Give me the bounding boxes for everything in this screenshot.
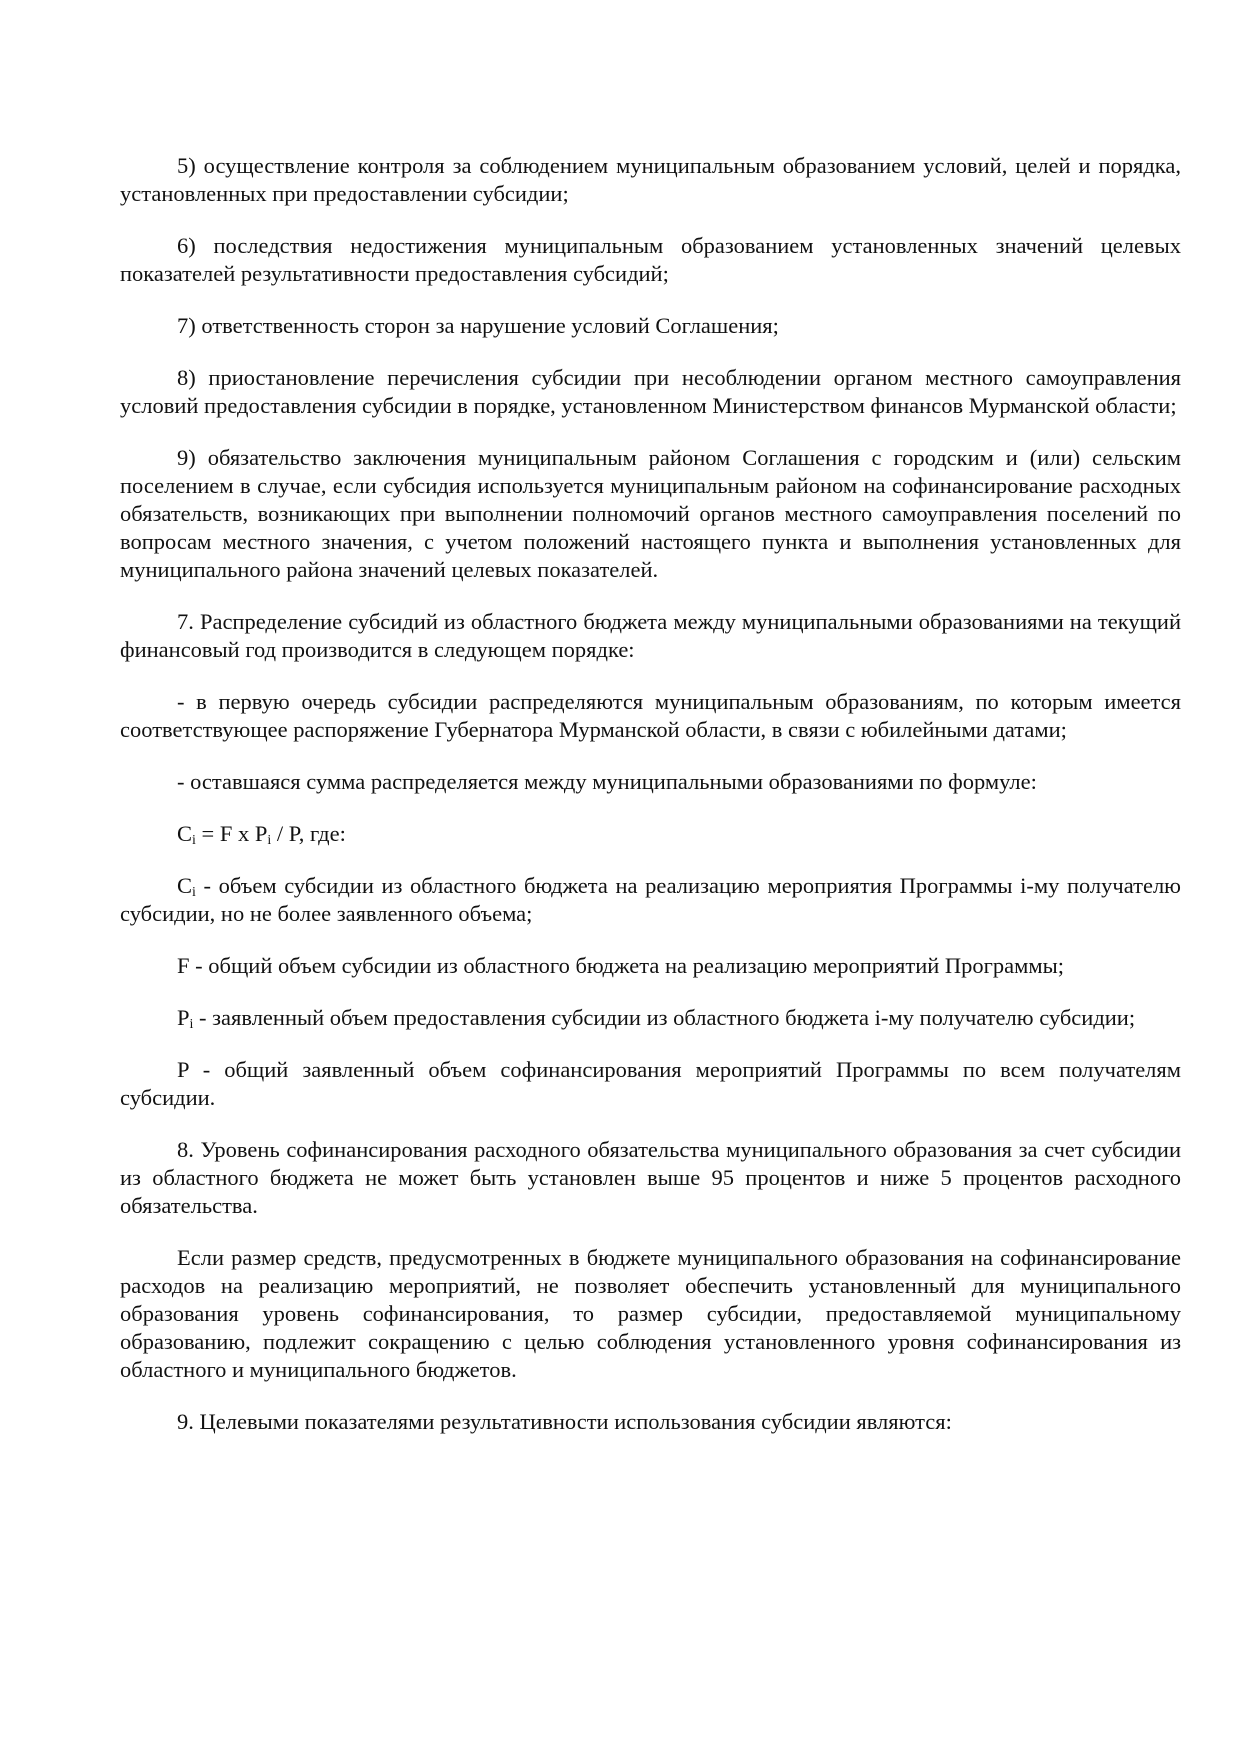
symbol: C — [177, 873, 193, 898]
definition-f: F - общий объем субсидии из областного бюджета на реализацию мероприятий Программы; — [177, 953, 1064, 978]
definition-p: P - общий заявленный объем софинансирования мероприятий Программы по всем получателям субсидии. — [120, 1057, 1181, 1110]
definition-pi — [120, 1004, 1181, 1032]
distribution-rest: - оставшаяся сумма распределяется между муниципальными образованиями по формуле: — [177, 769, 1037, 794]
section-8: 8. Уровень софинансирования расходного обязательства муниципального образования за счет субсидии из областного бюджета не может быть установлен выше 95 процентов и ниже 5 процентов расходного обязательства. — [120, 1137, 1181, 1218]
paragraph-item-8: 8) приостановление перечисления субсидии при несоблюдении органом местного самоуправления условий предоставления субсидии в порядке, установленном Министерством финансов Мурманской области; — [120, 365, 1181, 418]
formula-sub: i — [192, 833, 196, 848]
definition-text: - заявленный объем предоставления субсидии из областного бюджета i-му получателю субсидии; — [193, 1005, 1136, 1030]
paragraph-item-6: 6) последствия недостижения муниципальным образованием установленных значений целевых показателей результативности предоставления субсидий; — [120, 233, 1181, 286]
formula-sub: i — [267, 833, 272, 848]
distribution-first: - в первую очередь субсидии распределяются муниципальным образованиям, по которым имеется соответствующее распоряжение Губернатора Мурманской области, в связи с юбилейными датами; — [120, 689, 1181, 742]
paragraph-item-7: 7) ответственность сторон за нарушение условий Соглашения; — [177, 313, 779, 338]
paragraph-item-9: 9) обязательство заключения муниципальным районом Соглашения с городским и (или) сельским поселением в случае, если субсидия используется муниципальным районом на софинансирование расходных обязательств, возникающих при выполнении полномочий органов местного самоуправления поселений по вопросам местного значения, с учетом положений настоящего пункта и выполнения установленных для муниципального района значений целевых показателей. — [120, 445, 1181, 582]
symbol-sub: i — [192, 885, 196, 900]
paragraph-item-5: 5) осуществление контроля за соблюдением муниципальным образованием условий, целей и порядка, установленных при предоставлении субсидии; — [120, 153, 1181, 206]
formula-end: / P, где: — [271, 821, 346, 846]
document-page — [120, 152, 1181, 1460]
formula — [120, 820, 1181, 848]
definition-text: - объем субсидии из областного бюджета на реализацию мероприятия Программы i-му получателю субсидии, но не более заявленного объема; — [120, 873, 1181, 926]
symbol-sub: i — [189, 1017, 194, 1032]
section-8-continued: Если размер средств, предусмотренных в бюджете муниципального образования на софинансирование расходов на реализацию мероприятий, не позволяет обеспечить установленный для муниципального образования уровень софинансирования, то размер субсидии, предоставляемой муниципальному образованию, подлежит сокращению с целью соблюдения установленного уровня софинансирования из областного и муниципального бюджетов. — [120, 1245, 1181, 1382]
symbol: P — [177, 1005, 190, 1030]
section-9: 9. Целевыми показателями результативности использования субсидии являются: — [177, 1409, 952, 1434]
formula-mid: = F x P — [195, 821, 268, 846]
section-7: 7. Распределение субсидий из областного бюджета между муниципальными образованиями на текущий финансовый год производится в следующем порядке: — [120, 609, 1181, 662]
definition-ci — [120, 872, 1181, 928]
formula-c: C — [177, 821, 193, 846]
